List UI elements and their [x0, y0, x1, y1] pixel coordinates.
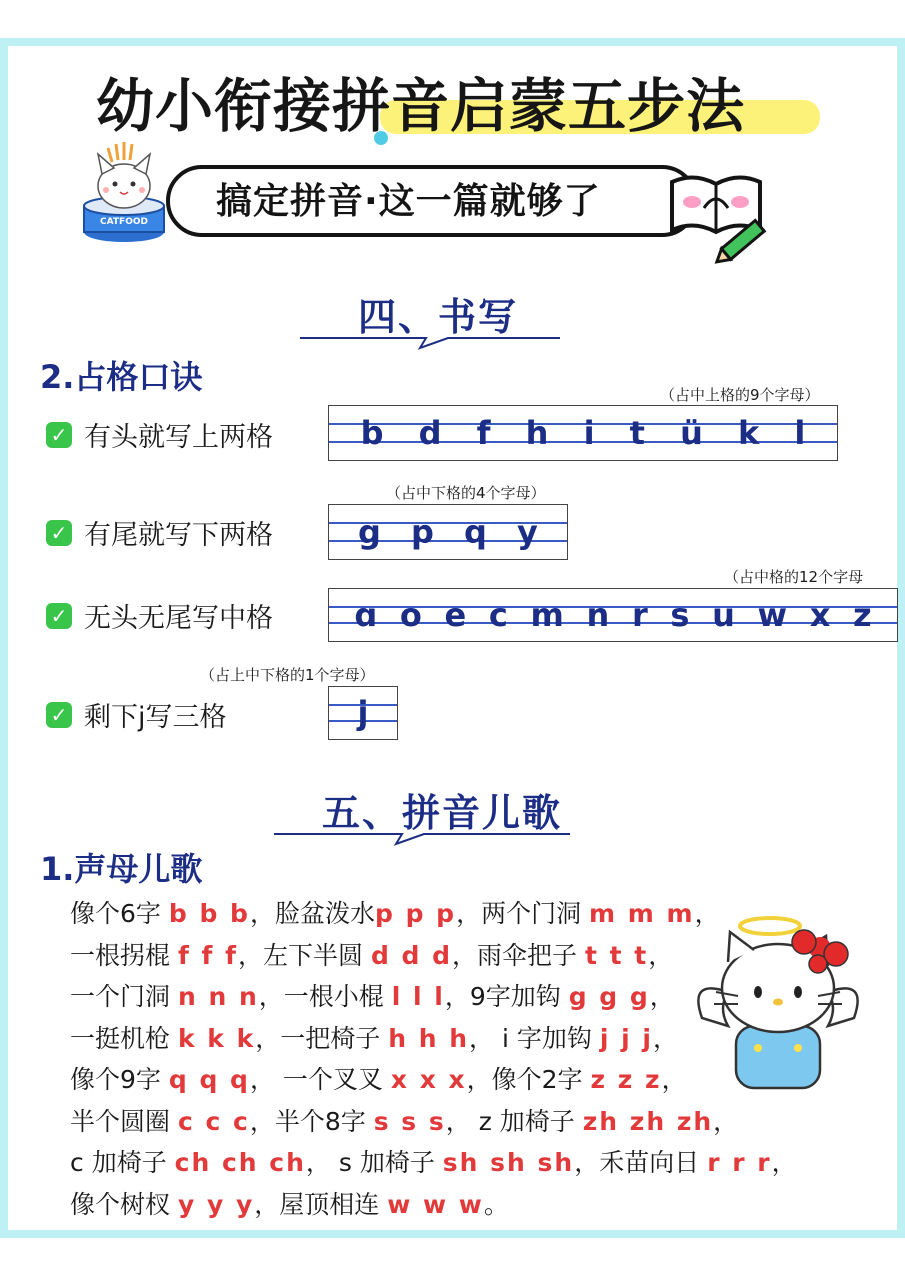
rhyme-letters: zh zh zh	[582, 1106, 714, 1136]
rhyme-text: ，雨伞把子	[452, 940, 585, 970]
rule-note-1: （占中上格的9个字母）	[660, 386, 820, 404]
check-icon: ✓	[46, 603, 72, 629]
letters-row-3	[329, 589, 897, 641]
rhyme-text: ，	[648, 940, 674, 970]
check-icon: ✓	[46, 422, 72, 448]
rule-note-3: （占中格的12个字母	[724, 568, 864, 586]
rhyme-letters: z z z	[590, 1065, 662, 1094]
rhyme-letters: m m m	[589, 899, 695, 928]
pinyin-letter: e	[444, 596, 467, 634]
rhyme-text: 像个9字	[70, 1065, 169, 1094]
rhyme-letters: l l l	[391, 982, 445, 1011]
section-5-subheading: 1.声母儿歌	[40, 850, 203, 888]
pinyin-letter: c	[488, 596, 508, 634]
page-subtitle: 搞定拼音·这一篇就够了	[216, 181, 601, 222]
rhyme-letters: j j j	[599, 1023, 653, 1053]
rule-note-4: （占上中下格的1个字母）	[200, 666, 375, 684]
rhyme-text: ，左下半圆	[238, 940, 371, 970]
rhyme-letters: s s s	[373, 1106, 446, 1136]
pinyin-letter: g	[358, 513, 381, 551]
rhyme-letters: q q q	[168, 1065, 250, 1094]
rhyme-text: ， s 加椅子	[305, 1148, 443, 1177]
rhyme-letters: p p p	[374, 899, 457, 928]
pinyin-letter: h	[525, 414, 549, 452]
rhyme-text: ，一根小棍	[258, 982, 392, 1011]
rhyme-line	[70, 893, 770, 935]
hello-kitty-angel-icon	[688, 908, 868, 1098]
pinyin-letter: ü	[680, 414, 703, 452]
rhyme-text: ，像个2字	[466, 1065, 591, 1094]
rule-label-3: 无头无尾写中格	[84, 603, 273, 634]
rhyme-letters: k k k	[177, 1023, 256, 1053]
rhyme-text: ，半个8字	[249, 1106, 374, 1136]
section-4-title: 四、书写	[358, 295, 519, 339]
pinyin-letter: t	[629, 414, 645, 452]
rhyme-line	[70, 935, 770, 977]
section-4-underline	[298, 332, 562, 352]
rhyme-text: ，	[649, 982, 675, 1011]
letters-row-2	[329, 505, 567, 559]
rhyme-letters: c c c	[177, 1106, 250, 1136]
rhyme-text: ，两个门洞	[456, 899, 590, 928]
pinyin-letter: m	[530, 596, 564, 634]
rhyme-text: ， z 加椅子	[445, 1106, 583, 1136]
rhyme-text: ，一把椅子	[255, 1023, 389, 1053]
rhyme-letters: sh sh sh	[442, 1148, 575, 1177]
letters-row-1	[329, 406, 837, 460]
pinyin-letter: d	[418, 414, 442, 452]
rhyme-text: ，	[661, 1065, 687, 1094]
pinyin-letter: o	[399, 596, 422, 634]
pinyin-letter: j	[357, 694, 369, 732]
pinyin-letter: p	[411, 513, 434, 551]
pinyin-letter: r	[631, 596, 648, 634]
pinyin-letter: w	[757, 596, 788, 634]
rhyme-text: ，9字加钩	[444, 982, 569, 1011]
rhyme-letters: r r r	[707, 1148, 772, 1177]
writing-grid-4	[328, 686, 398, 740]
rhyme-letters: w w w	[387, 1189, 484, 1219]
rhyme-list	[70, 893, 797, 1225]
pinyin-letter: ɑ	[354, 596, 378, 634]
rhyme-letters: y y y	[177, 1189, 255, 1219]
pinyin-letter: k	[738, 414, 760, 452]
pinyin-letter: u	[712, 596, 735, 634]
page-title: 幼小衔接拼音启蒙五步法	[96, 72, 746, 140]
rule-label-4: 剩下j写三格	[84, 702, 227, 733]
pinyin-letter: l	[794, 414, 806, 452]
rhyme-text: ， 一个叉叉	[249, 1065, 391, 1094]
rhyme-letters: d d d	[370, 940, 453, 970]
rhyme-text: 一根拐棍	[70, 940, 178, 970]
rhyme-line	[70, 976, 770, 1018]
rhyme-letters: g g g	[568, 982, 650, 1011]
letters-row-4	[329, 687, 397, 739]
rhyme-text: 像个树杈	[70, 1189, 178, 1219]
writing-grid-1	[328, 405, 838, 461]
rhyme-text: 。	[483, 1189, 509, 1219]
rhyme-letters: x x x	[390, 1065, 467, 1094]
section-5-underline	[272, 828, 572, 848]
rhyme-text: 像个6字	[70, 899, 169, 928]
rhyme-letters: f f f	[177, 940, 238, 970]
rhyme-text: ，屋顶相连	[254, 1189, 388, 1219]
rhyme-text: ，	[652, 1023, 678, 1053]
rhyme-letters: n n n	[177, 982, 259, 1011]
pinyin-letter: q	[464, 513, 487, 551]
book-pencil-icon	[664, 160, 774, 265]
rule-label-2: 有尾就写下两格	[84, 520, 273, 551]
rhyme-text: ，禾苗向日	[574, 1148, 708, 1177]
rhyme-text: ，	[771, 1148, 797, 1177]
check-icon: ✓	[46, 520, 72, 546]
pinyin-letter: b	[360, 414, 384, 452]
can-label: CATFOOD	[100, 217, 148, 227]
pinyin-letter: s	[670, 596, 690, 634]
rhyme-letters: t t t	[585, 940, 649, 970]
rule-label-1: 有头就写上两格	[84, 422, 273, 453]
rhyme-letters: b b b	[168, 899, 250, 928]
rhyme-text: ，	[713, 1106, 739, 1136]
rhyme-letters: h h h	[388, 1023, 470, 1053]
writing-grid-3	[328, 588, 898, 642]
rhyme-text: ， i 字加钩	[469, 1023, 600, 1053]
rhyme-text: c 加椅子	[70, 1148, 175, 1177]
pinyin-letter: n	[586, 596, 610, 634]
rhyme-line	[70, 1059, 770, 1101]
check-icon: ✓	[46, 702, 72, 728]
rhyme-line	[70, 1101, 770, 1143]
rhyme-text: 一挺机枪	[70, 1023, 178, 1053]
rhyme-text: ，脸盆泼水	[249, 899, 375, 928]
section-4-subheading: 2.占格口诀	[40, 358, 203, 396]
pinyin-letter: x	[809, 596, 831, 634]
writing-grid-2	[328, 504, 568, 560]
pinyin-letter: f	[476, 414, 491, 452]
section-5-title: 五、拼音儿歌	[322, 791, 563, 835]
rule-note-2: （占中下格的4个字母）	[386, 484, 546, 502]
rhyme-text: ，	[694, 899, 720, 928]
rhyme-line	[70, 1018, 770, 1060]
rhyme-line	[70, 1142, 797, 1184]
rhyme-line	[70, 1184, 770, 1226]
pinyin-letter: y	[517, 513, 538, 551]
rhyme-text: 半个圆圈	[70, 1106, 178, 1136]
lucky-cat-icon	[78, 140, 178, 250]
pinyin-letter: z	[853, 596, 872, 634]
rhyme-text: 一个门洞	[70, 982, 178, 1011]
pinyin-letter: i	[583, 414, 595, 452]
rhyme-letters: ch ch ch	[174, 1148, 306, 1177]
